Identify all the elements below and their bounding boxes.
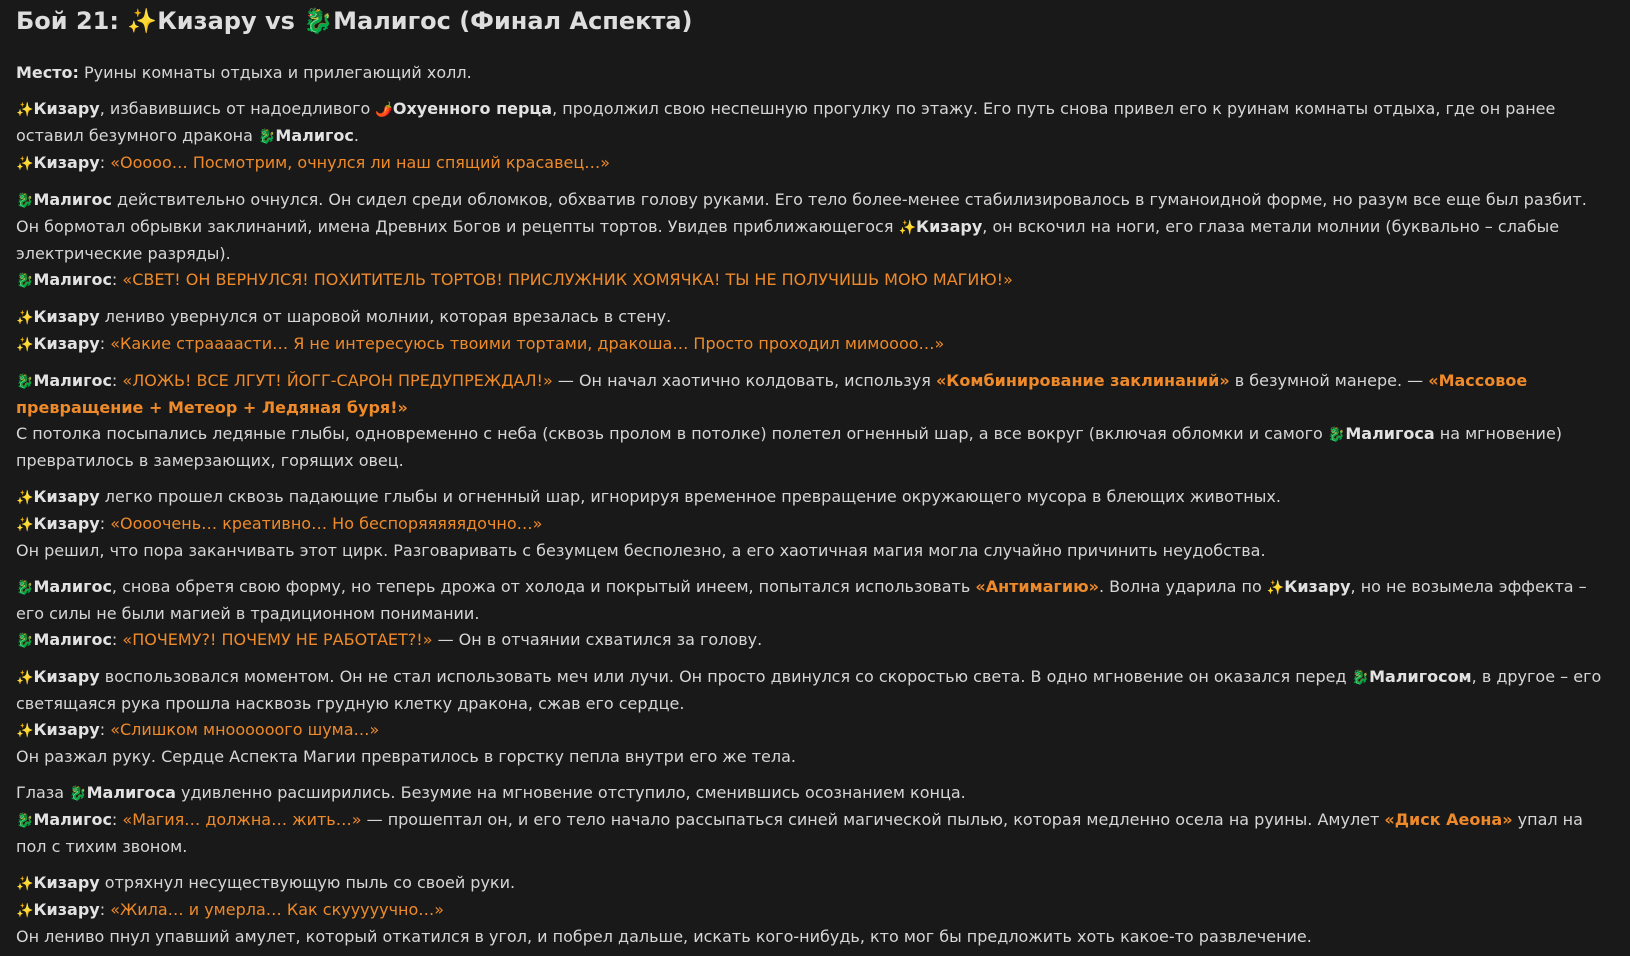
paragraph-2: [16, 187, 1614, 267]
dialogue-line: [16, 511, 1614, 538]
name-kizaru: Кизару: [33, 99, 100, 118]
dragon-icon: 🐉: [16, 374, 34, 390]
colon: :: [111, 810, 123, 829]
quote: «Слишком мноооооого шума…»: [110, 720, 380, 739]
quote: «Ооооо… Посмотрим, очнулся ли наш спящий красавец…»: [110, 153, 611, 172]
dragon-icon: 🐉: [16, 633, 34, 649]
dragon-icon: 🐉: [16, 813, 34, 829]
name-maligos: Малигос: [33, 630, 112, 649]
dialogue-line: [16, 717, 1614, 744]
text: , он вскочил на ноги, его глаза метали молнии (буквально – слабые электрические разряды).: [16, 217, 1560, 263]
dialogue-line: [16, 897, 1614, 924]
text: отряхнул несуществующую пыль со своей руки.: [99, 873, 516, 892]
pepper-icon: 🌶️: [375, 102, 393, 118]
dialogue-line: [16, 807, 1614, 860]
dragon-icon: 🐉: [69, 786, 87, 802]
name-pepper: Охуенного перца: [392, 99, 553, 118]
place-line: [16, 60, 1614, 86]
paragraph-6: [16, 574, 1614, 627]
name-kizaru: Кизару: [33, 334, 100, 353]
text: . Волна ударила по: [1098, 577, 1267, 596]
name-kizaru-dat: Кизару: [1284, 577, 1351, 596]
name-maligos: Малигос: [33, 190, 112, 209]
text: лениво увернулся от шаровой молнии, которая врезалась в стену.: [99, 307, 672, 326]
sparkle-icon: ✨: [16, 310, 34, 326]
sparkle-icon: ✨: [16, 517, 34, 533]
paragraph-5: [16, 484, 1614, 511]
text: действительно очнулся. Он сидел среди обломков, обхватив голову руками. Его тело более-менее стабилизировалось в гуманоидной форме, но разум все еще был разбит. Он бормотал обрывки заклинаний, имена Древних Богов и рецепты тортов. Увидев приближающегося: [16, 190, 1587, 236]
name-kizaru: Кизару: [33, 514, 100, 533]
colon: :: [99, 720, 111, 739]
text: Глаза: [16, 783, 70, 802]
name-kizaru: Кизару: [33, 153, 100, 172]
spell-name: «Массовое превращение + Метеор + Ледяная буря!»: [16, 371, 1528, 417]
colon: :: [111, 630, 123, 649]
text: , избавившись от надоедливого: [99, 99, 376, 118]
text: — Он в отчаянии схватился за голову.: [432, 630, 763, 649]
colon: :: [99, 153, 111, 172]
name-kizaru: Кизару: [33, 873, 100, 892]
dialogue-line: [16, 267, 1614, 294]
paragraph-1: [16, 96, 1614, 150]
name-kizaru: Кизару: [33, 900, 100, 919]
page-title: Бой 21: ✨Кизару vs 🐉Малигос (Финал Аспекта): [16, 7, 693, 35]
paragraph-9: [16, 870, 1614, 897]
name-kizaru: Кизару: [33, 487, 100, 506]
sparkle-icon: ✨: [16, 723, 34, 739]
spell-name: «Комбинирование заклинаний»: [935, 371, 1230, 390]
text: воспользовался моментом. Он не стал использовать меч или лучи. Он просто двинулся со скоростью света. В одно мгновение он оказался перед: [99, 667, 1352, 686]
text: , в другое – его светящаяся рука прошла насквозь грудную клетку дракона, сжав его сердце.: [16, 667, 1602, 713]
sparkle-icon: ✨: [16, 876, 34, 892]
paragraph-7: [16, 664, 1614, 717]
dragon-icon: 🐉: [16, 193, 34, 209]
name-kizaru: Кизару: [33, 307, 100, 326]
sparkle-icon: ✨: [16, 156, 34, 172]
name-maligos-inst: Малигосом: [1369, 667, 1472, 686]
name-maligos-gen: Малигоса: [86, 783, 176, 802]
text: в безумной манере. —: [1229, 371, 1429, 390]
dragon-icon: 🐉: [257, 129, 276, 145]
spell-name: «Антимагию»: [975, 577, 1099, 596]
paragraph-9b: Он лениво пнул упавший амулет, который откатился в угол, и побрел дальше, искать кого-нибудь, кто мог бы предложить хоть какое-то развлечение.: [16, 927, 1312, 946]
dragon-icon: 🐉: [1351, 670, 1370, 686]
sparkle-icon: ✨: [1266, 580, 1285, 596]
quote: «Магия… должна… жить…»: [122, 810, 362, 829]
text: .: [353, 126, 359, 145]
paragraph-4b: [16, 421, 1614, 474]
dragon-icon: 🐉: [16, 273, 34, 289]
paragraph-3: [16, 304, 1614, 331]
sparkle-icon: ✨: [16, 337, 34, 353]
paragraph-8: [16, 780, 1614, 807]
quote: «ПОЧЕМУ?! ПОЧЕМУ НЕ РАБОТАЕТ?!»: [122, 630, 433, 649]
colon: :: [111, 371, 123, 390]
paragraph-4: [16, 368, 1614, 421]
dragon-icon: 🐉: [16, 580, 34, 596]
name-maligos: Малигос: [33, 810, 112, 829]
item-name: «Диск Аеона»: [1384, 810, 1513, 829]
name-maligos: Малигос: [33, 371, 112, 390]
sparkle-icon: ✨: [898, 220, 916, 236]
text: , продолжил свою неспешную прогулку по этажу. Его путь снова привел его к руинам комнаты отдыха, где он ранее оставил безумного дракона: [16, 99, 1556, 145]
sparkle-icon: ✨: [16, 903, 34, 919]
name-maligos-gen: Малигоса: [1345, 424, 1435, 443]
quote: «СВЕТ! ОН ВЕРНУЛСЯ! ПОХИТИТЕЛЬ ТОРТОВ! ПРИСЛУЖНИК ХОМЯЧКА! ТЫ НЕ ПОЛУЧИШЬ МОЮ МАГИЮ!»: [122, 270, 1013, 289]
text: , но не возымела эффекта – его силы не были магией в традиционном понимании.: [16, 577, 1587, 623]
quote: «Жила… и умерла… Как скууууучно…»: [110, 900, 445, 919]
dialogue-line: [16, 331, 1614, 358]
quote: «Какие страааасти… Я не интересуюсь твоими тортами, дракоша… Просто проходил мимоооо…»: [110, 334, 945, 353]
sparkle-icon: ✨: [16, 670, 34, 686]
text: на мгновение) превратилось в замерзающих, горящих овец.: [16, 424, 1563, 470]
name-kizaru: Кизару: [916, 217, 983, 236]
sparkle-icon: ✨: [16, 490, 34, 506]
name-kizaru: Кизару: [33, 720, 100, 739]
name-maligos: Малигос: [33, 270, 112, 289]
text: легко прошел сквозь падающие глыбы и огненный шар, игнорируя временное превращение окружающего мусора в блеющих животных.: [99, 487, 1281, 506]
text: С потолка посыпались ледяные глыбы, одновременно с неба (сквозь пролом в потолке) полетел огненный шар, а все вокруг (включая обломки и самого: [16, 424, 1328, 443]
quote: «ЛОЖЬ! ВСЕ ЛГУТ! ЙОГГ-САРОН ПРЕДУПРЕЖДАЛ!»: [122, 371, 553, 390]
dialogue-line: [16, 627, 1614, 654]
name-kizaru: Кизару: [33, 667, 100, 686]
dialogue-line: [16, 150, 1614, 177]
colon: :: [99, 514, 111, 533]
sparkle-icon: ✨: [16, 102, 34, 118]
name-maligos: Малигос: [33, 577, 112, 596]
quote: «Оооочень… креативно… Но беспоряяяяядочно…»: [110, 514, 543, 533]
paragraph-7b: Он разжал руку. Сердце Аспекта Магии превратилось в горстку пепла внутри его же тела.: [16, 747, 796, 766]
colon: :: [111, 270, 123, 289]
dragon-icon: 🐉: [1327, 427, 1346, 443]
text: — Он начал хаотично колдовать, используя: [552, 371, 936, 390]
name-maligos: Малигос: [275, 126, 354, 145]
text: — прошептал он, и его тело начало рассыпаться синей магической пылью, которая медленно осела на руины. Амулет: [361, 810, 1385, 829]
paragraph-5b: Он решил, что пора заканчивать этот цирк. Разговаривать с безумцем бесполезно, а его хаотичная магия могла случайно причинить неудобства.: [16, 541, 1266, 560]
text: удивленно расширились. Безумие на мгновение отступило, сменившись осознанием конца.: [175, 783, 966, 802]
text: упал на пол с тихим звоном.: [16, 810, 1583, 856]
colon: :: [99, 900, 111, 919]
text: , снова обретя свою форму, но теперь дрожа от холода и покрытый инеем, попытался использовать: [111, 577, 976, 596]
place-label: Место:: [16, 63, 79, 82]
place-text: Руины комнаты отдыха и прилегающий холл.: [78, 63, 472, 82]
colon: :: [99, 334, 111, 353]
